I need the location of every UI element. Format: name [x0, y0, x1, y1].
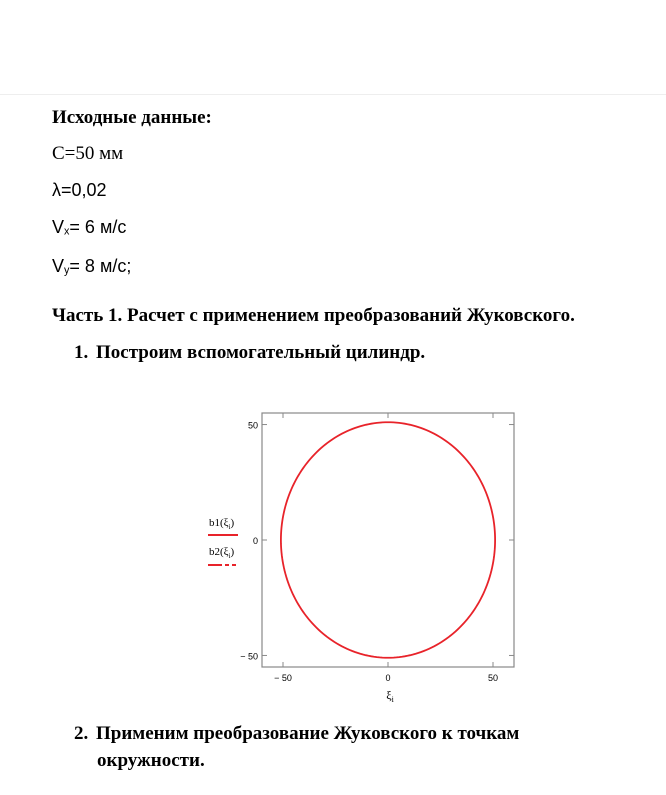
param-vy — [52, 256, 131, 277]
param-vx — [52, 217, 126, 238]
vy-subscript: y — [64, 264, 70, 277]
y-tick-label: − 50 — [240, 651, 258, 662]
param-c: C=50 мм — [52, 143, 124, 164]
plot-ticks — [262, 413, 514, 667]
x-axis-symbol: ξ — [386, 688, 392, 702]
vx-subscript: x — [64, 225, 70, 238]
legend-b1-sub: i — [228, 523, 231, 531]
step-2-number: 2. — [74, 723, 89, 744]
step-2 — [74, 723, 519, 745]
legend-label-b2 — [209, 546, 235, 560]
input-data-heading: Исходные данные: — [52, 107, 212, 128]
legend-label-b1 — [209, 517, 235, 531]
tick-labels — [240, 421, 498, 683]
legend-b2-close: ) — [230, 546, 235, 558]
series-b1-upper-arc — [281, 422, 495, 540]
x-tick-label: 0 — [385, 673, 391, 683]
y-tick-label: 50 — [247, 420, 258, 431]
legend-b2-text: b2(ξ — [209, 546, 229, 558]
page-top-divider — [0, 94, 666, 95]
x-axis-label — [386, 688, 394, 704]
vx-value: = 6 м/с — [69, 217, 127, 237]
vy-value: = 8 м/с; — [69, 256, 132, 276]
step-2-continuation: окружности. — [97, 750, 205, 771]
param-lambda: λ=0,02 — [52, 180, 107, 200]
vy-symbol: V — [52, 256, 65, 276]
y-tick-label: 0 — [252, 536, 258, 546]
circle-plot — [200, 405, 530, 705]
plot-frame — [262, 413, 514, 667]
x-axis-subscript: i — [391, 695, 394, 704]
legend-b2-sub: i — [228, 552, 231, 560]
legend-b1-close: ) — [230, 517, 235, 529]
x-tick-label: 50 — [487, 673, 499, 683]
legend — [208, 517, 238, 565]
step-1 — [74, 342, 425, 364]
step-2-text: Применим преобразование Жуковского к точкам — [96, 723, 520, 744]
vx-symbol: V — [52, 217, 65, 237]
legend-b1-text: b1(ξ — [209, 517, 229, 529]
step-1-number: 1. — [74, 342, 89, 363]
step-1-text: Построим вспомогательный цилиндр. — [96, 342, 426, 363]
x-tick-label: − 50 — [274, 673, 292, 683]
plot-curves — [281, 422, 495, 658]
part1-title: Часть 1. Расчет с применением преобразований Жуковского. — [52, 305, 575, 326]
series-b2-lower-arc — [281, 540, 495, 658]
